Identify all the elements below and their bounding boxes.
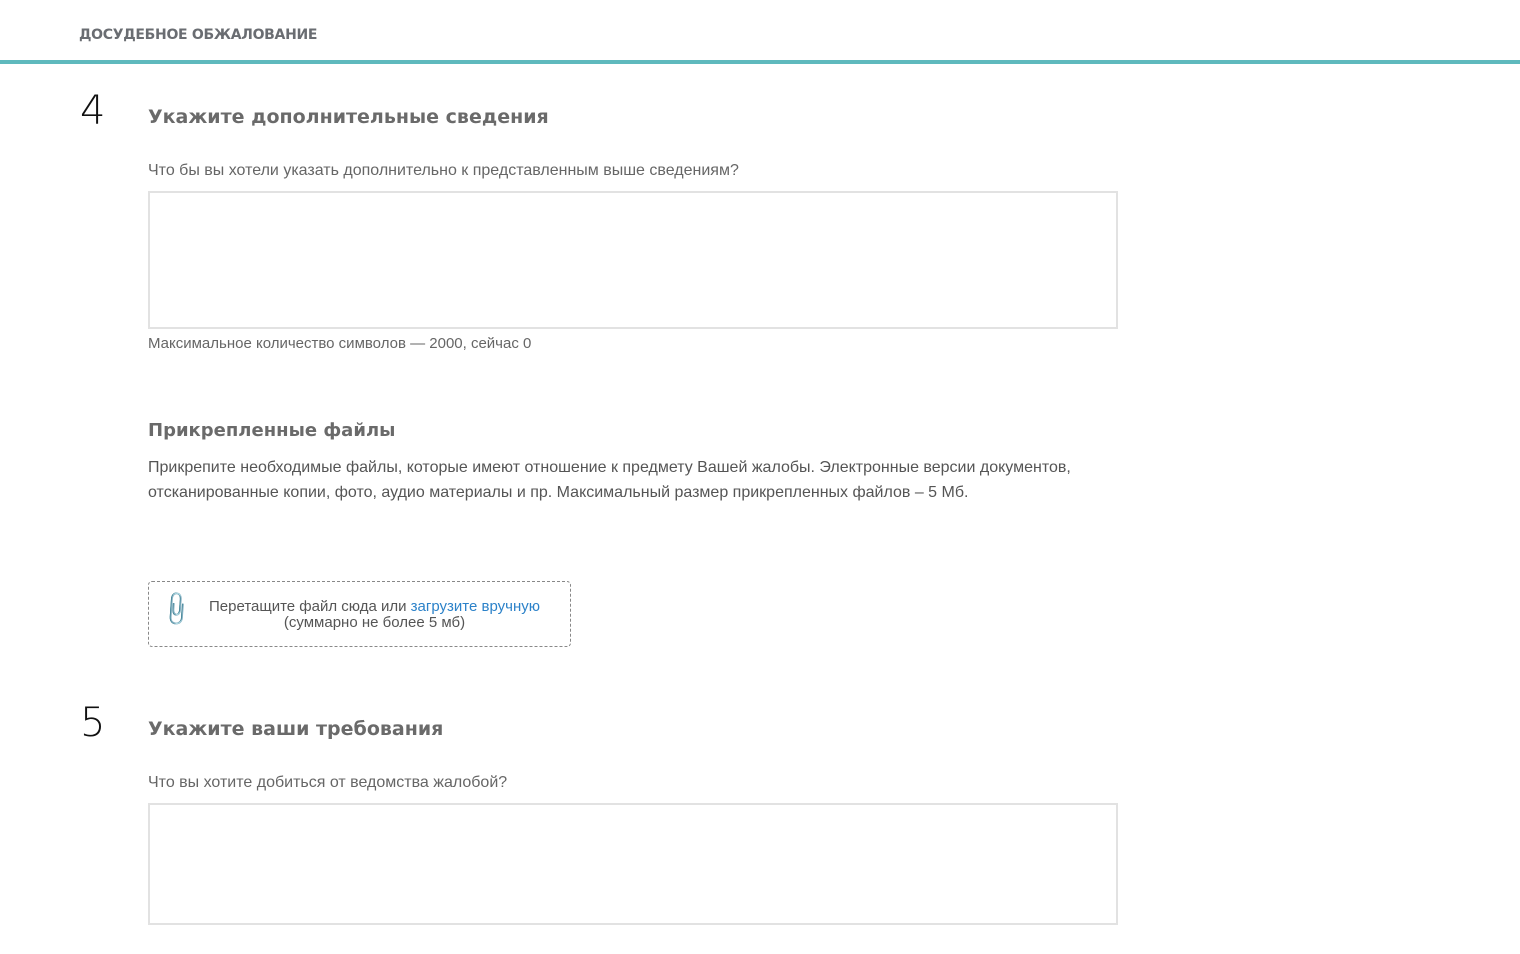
step-title: Укажите ваши требования bbox=[148, 718, 444, 740]
char-counter: Максимальное количество символов — 2000, сейчас 0 bbox=[148, 335, 532, 352]
files-title: Прикрепленные файлы bbox=[148, 420, 396, 441]
upload-manually-link[interactable]: загрузите вручную bbox=[410, 598, 540, 615]
drop-text: Перетащите файл сюда или bbox=[209, 598, 411, 615]
step-number: 4 bbox=[80, 88, 106, 134]
step-title: Укажите дополнительные сведения bbox=[148, 106, 549, 128]
page-header bbox=[0, 0, 1520, 64]
file-dropzone[interactable] bbox=[148, 581, 571, 647]
requirements-label: Что вы хотите добиться от ведомства жалобой? bbox=[148, 774, 508, 791]
step-number: 5 bbox=[80, 700, 106, 746]
paperclip-icon: 📎 bbox=[156, 589, 197, 630]
page-title: ДОСУДЕБНОЕ ОБЖАЛОВАНИЕ bbox=[79, 27, 318, 43]
requirements-textarea[interactable] bbox=[148, 803, 1118, 925]
additional-info-textarea[interactable] bbox=[148, 191, 1118, 329]
size-limit-text: (суммарно не более 5 мб) bbox=[283, 614, 466, 631]
files-description: Прикрепите необходимые файлы, которые имеют отношение к предмету Вашей жалобы. Электронные версии документов, отсканированные копии, фото, аудио материалы и пр. Максимальный размер прикрепленных файлов – 5 Мб. bbox=[148, 459, 1071, 501]
additional-info-label: Что бы вы хотели указать дополнительно к представленным выше сведениям? bbox=[148, 162, 739, 179]
